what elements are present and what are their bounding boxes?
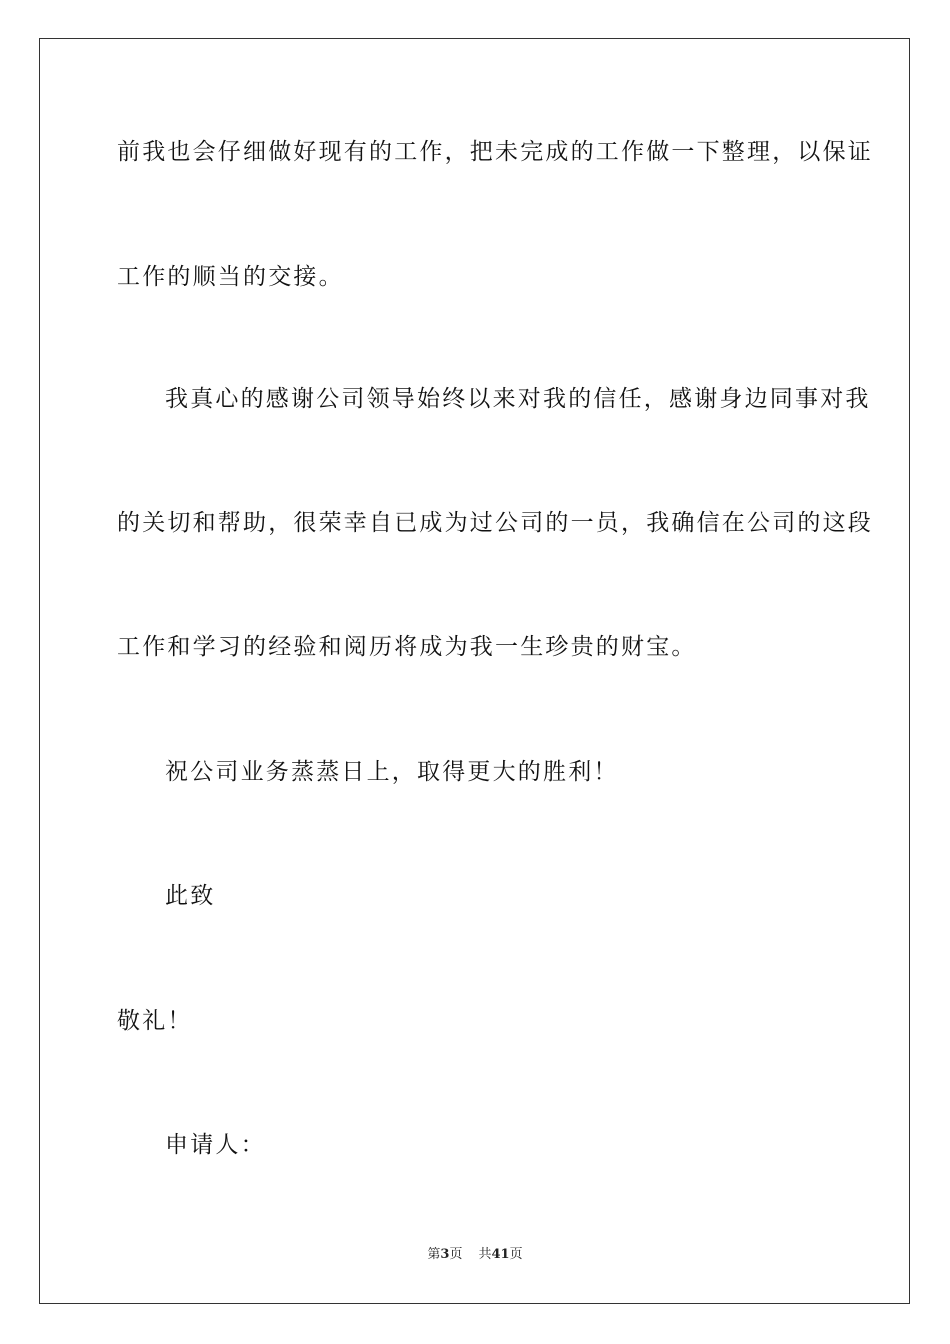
- paragraph-line-3: 我真心的感谢公司领导始终以来对我的信任，感谢身边同事对我: [165, 386, 871, 412]
- page-suffix: 页: [449, 1247, 463, 1262]
- applicant-line: 申请人：: [165, 1132, 266, 1158]
- total-pages: 41: [491, 1247, 510, 1262]
- page-footer: [0, 1245, 950, 1265]
- page-frame: [39, 38, 910, 1304]
- total-suffix: 页: [509, 1247, 523, 1262]
- wish-line: 祝公司业务蒸蒸日上，取得更大的胜利！: [165, 759, 619, 785]
- total-prefix: 共: [478, 1247, 492, 1262]
- page-prefix: 第: [427, 1247, 441, 1262]
- page-number: 3: [440, 1247, 450, 1262]
- salutation-line: 此致: [165, 883, 216, 909]
- paragraph-line-1: 前我也会仔细做好现有的工作，把未完成的工作做一下整理，以保证: [117, 139, 873, 165]
- regards-line: 敬礼！: [117, 1008, 193, 1034]
- paragraph-line-2: 工作的顺当的交接。: [117, 264, 344, 290]
- paragraph-line-5: 工作和学习的经验和阅历将成为我一生珍贵的财宝。: [117, 634, 697, 660]
- paragraph-line-4: 的关切和帮助，很荣幸自已成为过公司的一员，我确信在公司的这段: [117, 510, 873, 536]
